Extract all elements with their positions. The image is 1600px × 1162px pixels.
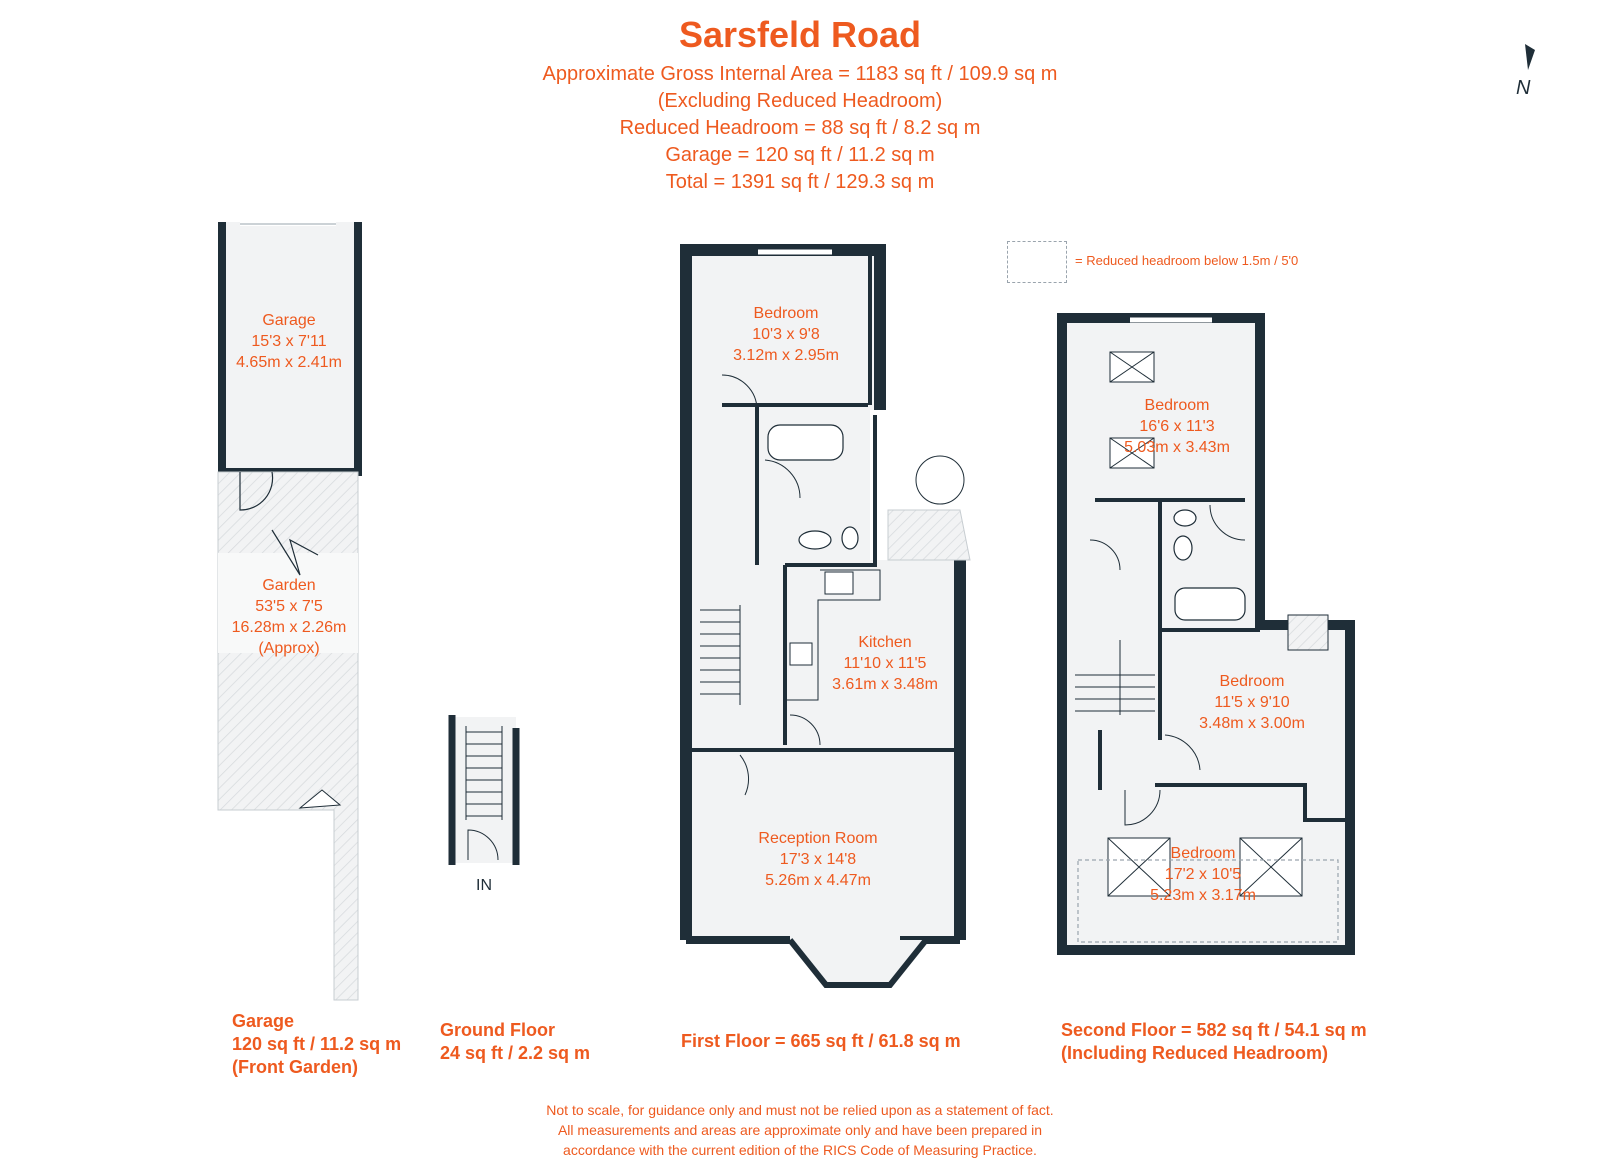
sf-bedroom-3-imperial: 17'2 x 10'5: [1164, 866, 1242, 883]
reception-metric: 5.26m x 4.47m: [765, 872, 871, 889]
reception-imperial: 17'3 x 14'8: [779, 851, 857, 868]
sf-bedroom-3-metric: 5.23m x 3.17m: [1150, 887, 1256, 904]
garden-imperial: 53'5 x 7'5: [255, 598, 323, 615]
garden-metric: 16.28m x 2.26m: [231, 619, 347, 636]
area-line-reduced: Reduced Headroom = 88 sq ft / 8.2 sq m: [619, 117, 981, 139]
caption-garage-line-2: 120 sq ft / 11.2 sq m: [232, 1034, 402, 1054]
garage-metric: 4.65m x 2.41m: [236, 354, 342, 371]
disclaimer-line-1: Not to scale, for guidance only and must not be relied upon as a statement of fact.: [546, 1102, 1054, 1118]
ff-bedroom-name: Bedroom: [753, 305, 819, 322]
caption-first-line-1: First Floor = 665 sq ft / 61.8 sq m: [681, 1031, 961, 1051]
caption-garage-line-1: Garage: [232, 1011, 295, 1031]
kitchen-imperial: 11'10 x 11'5: [843, 655, 927, 672]
compass-label: N: [1516, 77, 1531, 99]
reduced-headroom-legend-text: = Reduced headroom below 1.5m / 5'0: [1075, 253, 1299, 268]
caption-garage-line-3: (Front Garden): [232, 1057, 358, 1077]
sf-bedroom-1-imperial: 16'6 x 11'3: [1139, 418, 1215, 435]
caption-second-line-2: (Including Reduced Headroom): [1061, 1043, 1329, 1063]
caption-ground-line-1: Ground Floor: [440, 1020, 555, 1040]
garden-name: Garden: [262, 577, 316, 594]
kitchen-metric: 3.61m x 3.48m: [832, 676, 938, 693]
kitchen-name: Kitchen: [858, 634, 912, 651]
sf-bedroom-1-metric: 5.03m x 3.43m: [1124, 439, 1230, 456]
caption-second-floor: [1061, 1019, 1367, 1065]
ff-bedroom-metric: 3.12m x 2.95m: [733, 347, 839, 364]
area-line-garage: Garage = 120 sq ft / 11.2 sq m: [665, 144, 935, 166]
plan-title: Sarsfeld Road: [678, 14, 922, 55]
caption-second-line-1: Second Floor = 582 sq ft / 54.1 sq m: [1061, 1020, 1367, 1040]
caption-first-floor: [681, 1030, 961, 1053]
ff-bedroom-imperial: 10'3 x 9'8: [752, 326, 820, 343]
disclaimer: [0, 1100, 1600, 1160]
sf-bedroom-2-name: Bedroom: [1219, 673, 1285, 690]
garden-note: (Approx): [258, 640, 320, 657]
area-line-total: Total = 1391 sq ft / 129.3 sq m: [665, 171, 935, 193]
caption-ground-floor: [440, 1019, 590, 1065]
sf-bedroom-3-name: Bedroom: [1170, 845, 1236, 862]
sf-bedroom-1-name: Bedroom: [1144, 397, 1210, 414]
disclaimer-line-2: All measurements and areas are approximate only and have been prepared in: [557, 1122, 1043, 1138]
garage-imperial: 15'3 x 7'11: [251, 333, 327, 350]
entry-label: IN: [476, 877, 492, 894]
ground-floor-plan: [452, 715, 516, 865]
garage-name: Garage: [262, 312, 316, 329]
area-line-excl: (Excluding Reduced Headroom): [657, 90, 943, 112]
caption-ground-line-2: 24 sq ft / 2.2 sq m: [440, 1043, 591, 1063]
caption-garage: [232, 1010, 401, 1079]
disclaimer-line-3: accordance with the current edition of the RICS Code of Measuring Practice.: [563, 1142, 1037, 1158]
sf-bedroom-2-metric: 3.48m x 3.00m: [1199, 715, 1305, 732]
reception-name: Reception Room: [758, 830, 878, 847]
sf-bedroom-2-imperial: 11'5 x 9'10: [1214, 694, 1290, 711]
area-line-gia: Approximate Gross Internal Area = 1183 sq ft / 109.9 sq m: [542, 63, 1058, 85]
